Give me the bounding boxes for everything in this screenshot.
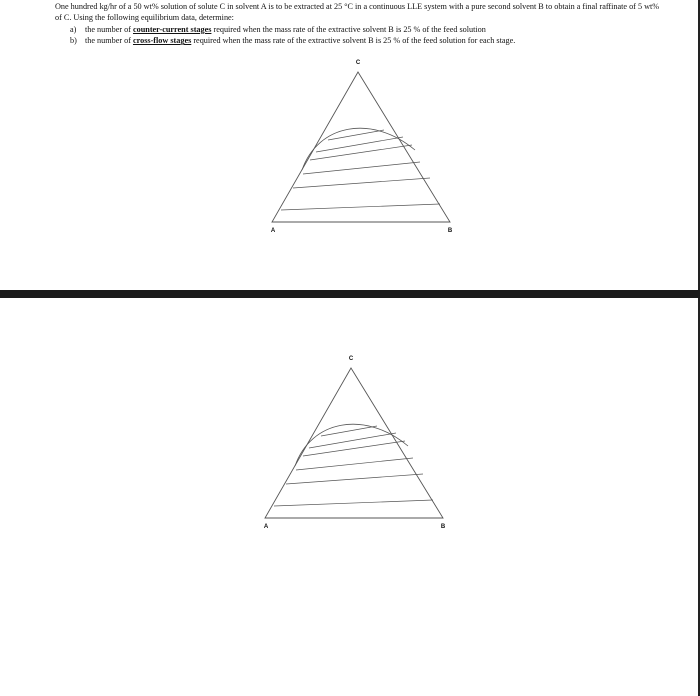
tie-line-6 <box>281 204 440 210</box>
tie-line-5 <box>286 474 423 484</box>
question-b <box>70 35 660 46</box>
question-a <box>70 24 660 35</box>
vertex-c-label: C <box>348 356 354 362</box>
question-a-letter: a) <box>70 24 77 34</box>
tie-lines <box>274 426 433 506</box>
counter-current-stages-term: counter-current stages <box>132 24 212 34</box>
tie-line-6 <box>274 500 433 506</box>
tie-line-1 <box>328 130 384 140</box>
vertex-a-label: A <box>270 228 276 234</box>
vertex-c-label: C <box>355 60 361 66</box>
tie-line-4 <box>296 458 413 470</box>
question-b-suffix: required when the mass rate of the extractive solvent B is 25 % of the feed solution for each stage. <box>191 36 516 46</box>
page-divider <box>0 290 700 298</box>
vertex-b-label: B <box>447 228 453 234</box>
ternary-diagram-bottom <box>253 348 463 538</box>
problem-intro: One hundred kg/hr of a 50 wt% solution of solute C in solvent A is to be extracted at 25 °C in a continuous LLE system with a pure second solvent B to obtain a final raffinate of 5 wt% of C. Using the following equilibrium data, determine: <box>55 2 660 23</box>
question-a-prefix: the number of <box>85 24 133 34</box>
triangle-outline <box>272 72 450 222</box>
question-b-letter: b) <box>70 36 77 46</box>
cross-flow-stages-term: cross-flow stages <box>132 36 192 46</box>
question-b-prefix: the number of <box>85 36 133 46</box>
problem-statement <box>55 1 660 47</box>
tie-line-3 <box>310 145 412 160</box>
ternary-diagram-top <box>260 52 470 242</box>
tie-line-1 <box>321 426 377 436</box>
vertex-b-label: B <box>440 524 446 530</box>
vertex-a-label: A <box>263 524 269 530</box>
document-page-bottom <box>0 298 700 696</box>
triangle-outline <box>265 368 443 518</box>
document-page-top <box>0 0 700 290</box>
question-a-suffix: required when the mass rate of the extractive solvent B is 25 % of the feed solution <box>211 24 486 34</box>
question-list <box>55 24 660 47</box>
tie-line-3 <box>303 441 405 456</box>
tie-lines <box>281 130 440 210</box>
tie-line-2 <box>316 137 403 152</box>
tie-line-2 <box>309 433 396 448</box>
tie-line-4 <box>303 162 420 174</box>
tie-line-5 <box>293 178 430 188</box>
